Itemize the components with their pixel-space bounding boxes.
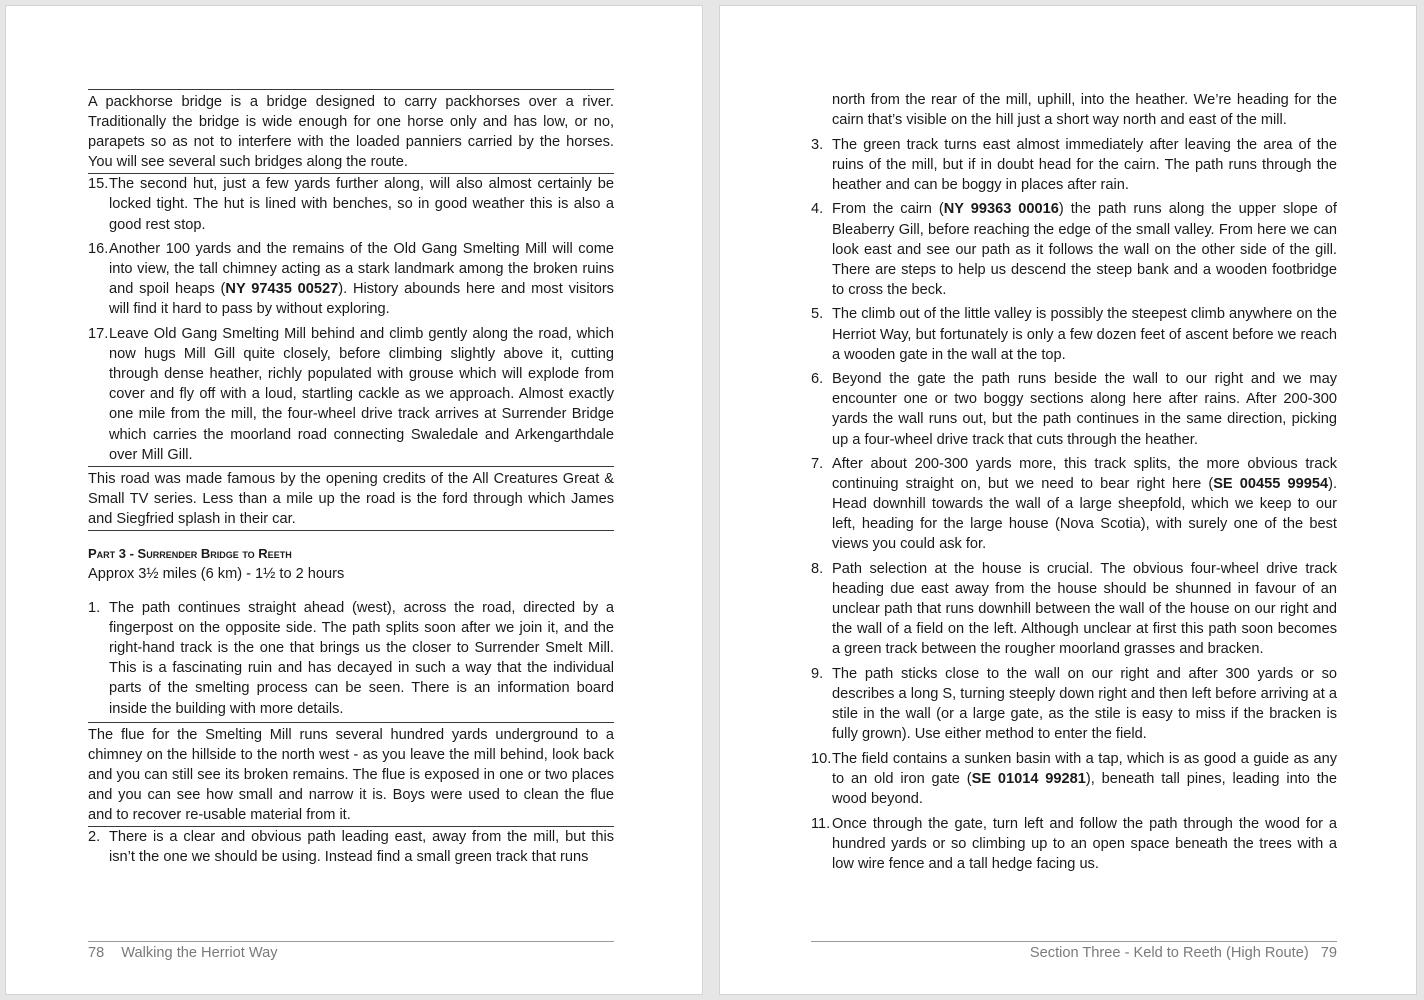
step-text: The green track turns east almost immediately after leaving the area of the ruins of the mill, but if in doubt head for the cairn. The path runs through the heather and can be boggy in places after rain. [832, 136, 1337, 193]
step-number: 10. [811, 750, 832, 767]
step-16 [88, 239, 614, 319]
step-number: 7. [811, 456, 824, 473]
step-10 [811, 749, 1337, 809]
step-text: The path sticks close to the wall on our right and after 300 yards or so describes a long S, turning steeply down right and then left before arriving at a stile in the wall (or a large gate, as the stile is easy to miss if the bracken is fully grown). Use either method to enter the field. [832, 666, 1337, 743]
page-78-content [88, 89, 614, 872]
step-text: Leave Old Gang Smelting Mill behind and climb gently along the road, which now hugs Mill Gill quite closely, before climbing slightly above it, cutting through dense heather, richly populated with grouse which will explode from cover and fly off with a loud, startling cackle as we approach. Almost exactly one mile from the mill, the four-wheel drive track arrives at Surrender Bridge which carries the moorland road connecting Swaledale and Arkengarthdale over Mill Gill. [109, 326, 614, 463]
step-4 [811, 199, 1337, 299]
step-15 [88, 174, 614, 234]
step-text: After about 200-300 yards more, this track splits, the more obvious track continuing straight on, but we need to bear right here ( [832, 456, 1337, 493]
step-number: 11. [811, 815, 831, 832]
page-number: 79 [1320, 945, 1337, 961]
step-text: Another 100 yards and the remains of the Old Gang Smelting Mill will come into view, the tall chimney acting as a stark landmark among the broken ruins and spoil heaps ( [109, 241, 614, 298]
step-17 [88, 324, 614, 465]
step-8 [811, 559, 1337, 659]
step-text: ), beneath tall pines, leading into the wood beyond. [832, 771, 1338, 808]
step-text: There is a clear and obvious path leading east, away from the mill, but this isn’t the one we should be using. Instead find a small green track that runs [109, 829, 614, 866]
footer-divider [88, 941, 614, 942]
book-title: Walking the Herriot Way [121, 945, 278, 961]
step-number: 9. [811, 666, 824, 683]
part-3-distance-time: Approx 3½ miles (6 km) - 1½ to 2 hours [88, 565, 345, 582]
part3-steps-continued [88, 827, 614, 867]
step-2 [88, 827, 614, 867]
step-7 [811, 454, 1337, 554]
page-79-content [811, 90, 1337, 878]
step-6 [811, 369, 1337, 449]
section-title: Section Three - Keld to Reeth (High Route) [1029, 945, 1309, 961]
step-1 [88, 598, 614, 719]
smelting-flue-note: The flue for the Smelting Mill runs several hundred yards underground to a chimney on the hillside to the north west - as you leave the mill behind, look back and you can still see its broken remains. The flue is exposed in one or two places and you can see how small and narrow it is. Boys were used to clean the flue and to recover re-usable material from it. [88, 722, 614, 827]
step-number: 8. [811, 561, 824, 578]
step-text: Once through the gate, turn left and follow the path through the wood for a hundred yards or so climbing up to an open space beneath the trees with a low wire fence and a tall hedge facing us. [832, 815, 1337, 872]
grid-reference: NY 97435 00527 [225, 281, 339, 298]
step-text: From the cairn ( [832, 201, 944, 218]
step-text: Beyond the gate the path runs beside the wall to our right and we may encounter one or two boggy sections along here after rains. After 200-300 yards the wall runs out, but the path continues in the same direction, picking up a four-wheel drive track that cuts through the heather. [832, 371, 1337, 448]
step-11 [811, 814, 1337, 874]
step-2-continuation [811, 90, 1337, 130]
step-number: 4. [811, 201, 824, 218]
step-9 [811, 664, 1337, 744]
grid-reference: NY 99363 00016 [943, 201, 1059, 218]
tv-series-note: This road was made famous by the opening credits of the All Creatures Great & Small TV series. Less than a mile up the road is the ford through which James and Siegfried splash in their car. [88, 466, 614, 531]
step-text: The path continues straight ahead (west), across the road, directed by a fingerpost on the opposite side. The path splits soon after we join it, and the right-hand track is the one that brings us the closer to Surrender Smelt Mill. This is a fascinating ruin and has decayed in such a way that the individual parts of the smelting process can be seen. There is an information board inside the building with more details. [109, 600, 614, 717]
step-text: ) the path runs along the upper slope of Bleaberry Gill, before reaching the edge of the small valley. From here we can look east and see our path as it follows the wall on the other side of the gill. There are steps to help us descend the steep bank and a wooden footbridge to cross the beck. [832, 201, 1337, 298]
step-number: 17. [88, 326, 109, 343]
step-number: 3. [811, 136, 824, 153]
grid-reference: SE 01014 99281 [971, 771, 1086, 787]
step-text: ). History abounds here and most visitors will find it hard to pass by without exploring. [109, 281, 614, 318]
grid-reference: SE 00455 99954 [1213, 476, 1329, 493]
step-text: The field contains a sunken basin with a tap, which is as good a guide as any to an old iron gate ( [832, 750, 1337, 787]
page-79 [719, 5, 1417, 995]
step-text: The second hut, just a few yards further along, will also almost certainly be locked tight. The hut is lined with benches, so in good weather this is also a good rest stop. [109, 176, 614, 233]
page-footer-left [88, 945, 614, 961]
step-number: 16. [88, 241, 109, 258]
footer-divider [811, 941, 1337, 942]
packhorse-bridge-note: A packhorse bridge is a bridge designed to carry packhorses over a river. Traditionally the bridge is wide enough for one horse only and has low, or no, parapets so as not to interfere with the loaded panniers carried by the horses. You will see several such bridges along the route. [88, 89, 614, 174]
step-3 [811, 135, 1337, 195]
part3-steps [88, 598, 614, 719]
step-text: The climb out of the little valley is possibly the steepest climb anywhere on the Herriot Way, but fortunately is only a few dozen feet of ascent before we reach a wooden gate in the wall at the top. [832, 306, 1337, 363]
step-5 [811, 304, 1337, 364]
part-3-heading: Part 3 - Surrender Bridge to Reeth [88, 545, 292, 561]
step-text: north from the rear of the mill, uphill, into the heather. We’re heading for the cairn that’s visible on the hill just a short way north and east of the mill. [832, 92, 1337, 129]
page-footer-right [811, 945, 1337, 961]
step-number: 6. [811, 371, 824, 388]
step-number: 1. [88, 600, 101, 617]
step-number: 2. [88, 829, 101, 846]
page-number: 78 [88, 945, 105, 961]
steps-continued [811, 90, 1337, 874]
step-text: Path selection at the house is crucial. The obvious four-wheel drive track heading due east away from the house should be shunned in favour of an unclear path that runs downhill between the wall of the house on our right and the wall of a field on the left. Although unclear at first this path soon becomes a green track between the rougher moorland grasses and bracken. [832, 561, 1337, 658]
step-text: ). Head downhill towards the wall of a large sheepfold, which we keep to our left, heading for the large house (Nova Scotia), with surely one of the best views you could ask for. [832, 476, 1337, 553]
step-number: 5. [811, 306, 824, 323]
page-78 [5, 5, 703, 995]
step-number: 15. [88, 176, 109, 193]
part2-steps [88, 174, 614, 464]
